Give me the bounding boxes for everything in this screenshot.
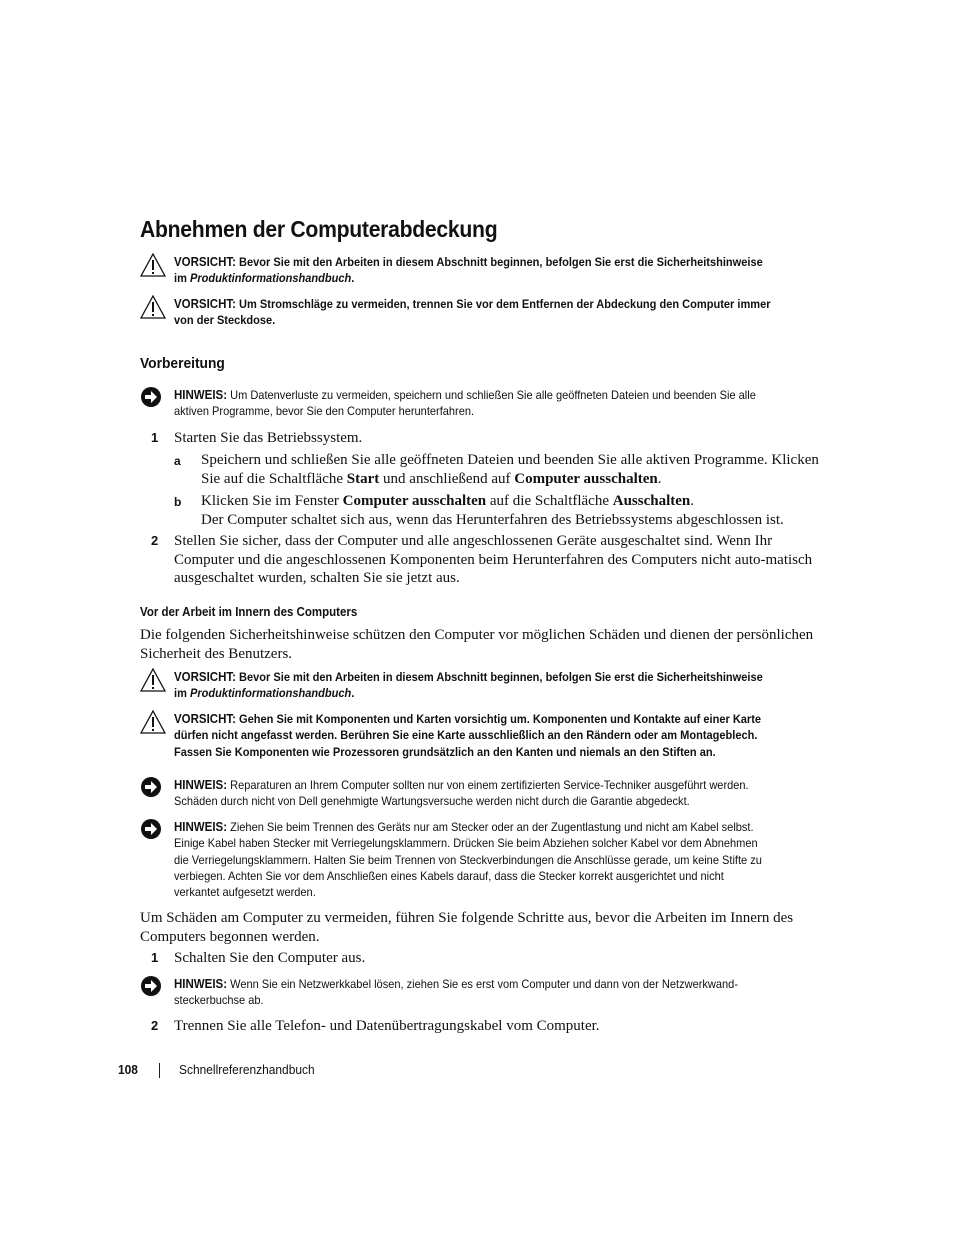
step-number: 1 [151, 430, 159, 445]
notice-label: HINWEIS: [174, 388, 228, 402]
caution-label: VORSICHT: [174, 712, 236, 726]
caution-label: VORSICHT: [174, 255, 236, 269]
warning-icon [140, 295, 166, 319]
manual-reference: Produktinformationshandbuch [189, 271, 352, 286]
manual-reference: Produktinformationshandbuch [189, 686, 352, 701]
step-text: Trennen Sie alle Telefon- und Datenübertragungskabel vom Computer. [174, 1018, 600, 1034]
substep-text: Klicken Sie im Fenster Computer ausschalten auf die Schaltfläche Ausschalten. Der Computer schaltet sich aus, wenn das Herunterfahren des Betriebssystems abgeschlossen ist. [201, 493, 784, 528]
steps-intro-paragraph: Um Schäden am Computer zu vermeiden, führen Sie folgende Schritte aus, bevor die Arbeiten im Innern des Computers begonnen werden. [140, 910, 794, 945]
footer-divider [159, 1063, 160, 1078]
footer-title: Schnellreferenzhandbuch [179, 1062, 315, 1077]
notice-arrow-icon [140, 818, 166, 842]
page-number: 108 [118, 1062, 138, 1077]
caution-label: VORSICHT: [174, 670, 236, 684]
substep-letter: a [174, 454, 181, 468]
notice-arrow-icon [140, 386, 166, 410]
warning-icon [140, 710, 166, 734]
step-text: Starten Sie das Betriebssystem. [174, 430, 363, 446]
step-number: 2 [151, 533, 159, 548]
warning-icon [140, 253, 166, 277]
page-title: Abnehmen der Computerabdeckung [140, 216, 498, 242]
section-title: Vorbereitung [140, 355, 225, 372]
substep-letter: b [174, 495, 182, 509]
notice-label: HINWEIS: [174, 820, 228, 834]
step-number: 1 [151, 950, 159, 965]
step-text: Schalten Sie den Computer aus. [174, 950, 366, 966]
step-text: Stellen Sie sicher, dass der Computer und alle angeschlossenen Geräte ausgeschaltet sind. Wenn Ihr Computer und die angeschlossenen Komponenten beim Herunterfahren des Computers nicht auto-matisch ausgeschaltet wurden, schalten Sie sie jetzt aus. [174, 533, 813, 586]
notice-arrow-icon [140, 975, 166, 999]
warning-icon [140, 668, 166, 692]
subsection-title: Vor der Arbeit im Innern des Computers [140, 605, 358, 619]
notice-arrow-icon [140, 776, 166, 800]
caution-label: VORSICHT: [174, 297, 236, 311]
notice-label: HINWEIS: [174, 977, 228, 991]
substep-text: Speichern und schließen Sie alle geöffneten Dateien und beenden Sie alle aktiven Programme. Klicken Sie auf die Schaltfläche Start und anschließend auf Computer ausschalten. [201, 452, 819, 487]
step-number: 2 [151, 1018, 159, 1033]
notice-label: HINWEIS: [174, 778, 228, 792]
intro-paragraph: Die folgenden Sicherheitshinweise schützen den Computer vor möglichen Schäden und dienen der persönlichen Sicherheit des Benutzers. [140, 627, 814, 662]
